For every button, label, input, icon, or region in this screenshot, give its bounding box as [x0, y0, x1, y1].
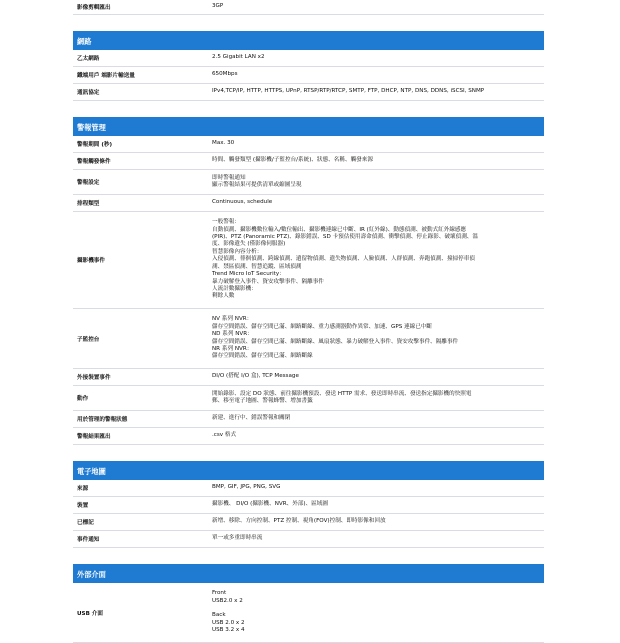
spec-row	[73, 212, 544, 309]
spec-sheet	[73, 0, 544, 643]
spec-row	[73, 153, 544, 170]
spec-row	[73, 195, 544, 212]
spec-value-line: Max. 30	[212, 140, 235, 147]
spec-value	[206, 369, 544, 385]
spec-row	[73, 309, 544, 369]
spec-value-line: BMP, GIF, JPG, PNG, SVG	[212, 484, 281, 491]
section-header: 警報管理	[73, 117, 544, 136]
spec-value-line: Back	[212, 612, 226, 619]
spec-value-line: IPv4,TCP/IP, HTTP, HTTPS, UPnP, RTSP/RTP/RTCP, SMTP, FTP, DHCP, NTP, DNS, DDNS, iSCSI, SNMP	[212, 88, 485, 95]
spec-value-line: 暴力破解登入事件、資安攻擊事件、隔離事件	[212, 278, 324, 285]
spec-value	[206, 0, 544, 14]
spec-row	[73, 480, 544, 497]
spec-value-line: USB 2.0 x 2	[212, 619, 245, 626]
spec-value-line: 郵、移至電子地圖、警報蜂響、增加書籤	[212, 398, 313, 404]
spec-value-line: 開始錄影、設定 DO 狀態、前往攝影機預設、發送 HTTP 需求、發送即時串流、發送指定攝影機的快照電	[212, 390, 472, 397]
spec-label: 裝置	[77, 503, 89, 509]
section-header: 電子地圖	[73, 461, 544, 480]
spec-value-line: Trend Micro IoT Security：	[212, 271, 285, 278]
spec-value-line: USB 3.2 x 4	[212, 627, 245, 634]
section-gap	[73, 548, 544, 564]
spec-value	[206, 212, 544, 308]
spec-value	[206, 309, 544, 368]
spec-label: 警報設定	[77, 180, 100, 186]
spec-label: 子監控台	[77, 336, 100, 343]
spec-label: 事件通知	[77, 537, 100, 543]
spec-value-line: 650Mbps	[212, 71, 238, 78]
spec-row	[73, 170, 544, 195]
spec-label: 通訊協定	[77, 90, 100, 96]
spec-label: 鐵端用戶 端影片輸送量	[77, 73, 135, 79]
section-gap	[73, 445, 544, 461]
spec-value	[206, 583, 544, 642]
spec-value-line: 自動偵測、攝影機數位輸入/數位輸出、攝影機連線已中斷、IR (紅外線)、動態偵測、被動式紅外線感應	[212, 226, 467, 233]
spec-label: 影像剪輯匯出	[77, 5, 111, 11]
spec-value	[206, 428, 544, 444]
spec-value	[206, 153, 544, 169]
spec-value-line: 即時警報通知	[212, 174, 246, 181]
spec-label: USB 介面	[77, 610, 103, 617]
spec-value	[206, 195, 544, 211]
spec-row-video-export	[73, 0, 544, 15]
section-gap	[73, 15, 544, 31]
spec-row	[73, 428, 544, 445]
spec-value-line: 新增、移除、方向控制、PTZ 控制、視角(FOV)控制、即時影像和回放	[212, 518, 386, 525]
spec-value-line	[212, 605, 540, 612]
spec-value	[206, 411, 544, 427]
spec-value-line: Continuous, schedule	[212, 199, 273, 206]
spec-label: 排程類型	[77, 201, 100, 207]
spec-label: 警報結果匯出	[77, 434, 111, 440]
spec-value	[206, 50, 544, 66]
section-gap	[73, 101, 544, 117]
spec-sections	[73, 15, 544, 643]
spec-row	[73, 136, 544, 153]
spec-value-line: 攝影機、 DI/O (攝影機、NVR、外部)、區域圖	[212, 501, 328, 508]
spec-value-line: Front	[212, 590, 227, 597]
spec-value	[206, 84, 544, 100]
spec-value-line: 儲存空間錯誤、儲存空間已滿、網路斷線	[212, 353, 313, 360]
spec-label: 用於管理的警報狀態	[77, 417, 128, 423]
spec-value-line: 入侵偵測、徘徊偵測、跨線偵測、遺留物偵測、遺失物偵測、人臉偵測、人群偵測、奔跑偵測、撞掃停車偵	[212, 256, 475, 263]
spec-value	[206, 497, 544, 513]
spec-label: 外接裝置事件	[77, 375, 111, 381]
spec-value-line: 智慧影像內容分析：	[212, 248, 263, 255]
spec-row	[73, 411, 544, 428]
spec-row	[73, 67, 544, 84]
spec-value-line: 儲存空間錯誤、儲存空間已滿、網路斷線、風扇狀態、暴力破解登入事件、資安攻擊事件、隔離事件	[212, 338, 459, 345]
spec-value-line: NR 系列 NVR：	[212, 345, 253, 352]
spec-value-line: 單一或多重即時串流	[212, 535, 263, 542]
spec-value-line: 儲存空間錯誤、儲存空間已滿、網路斷線、重力感測器動作異常、加速、GPS 連線已中斷	[212, 323, 433, 330]
section-header: 網路	[73, 31, 544, 50]
spec-row	[73, 386, 544, 411]
spec-value-line: 一般警報：	[212, 219, 240, 226]
spec-label: 乙太網路	[77, 56, 100, 62]
spec-value	[206, 67, 544, 83]
spec-label: 來源	[77, 486, 89, 492]
spec-value	[206, 514, 544, 530]
spec-value-line: .csv 格式	[212, 432, 237, 439]
spec-value-line: 剩餘人數	[212, 293, 235, 300]
spec-value-line: (PIR)、PTZ (Panoramic PTZ)、錄影錯誤、SD 卡預估使用壽命偵測、衝擊偵測、停止錄影、破壞偵測、溫	[212, 234, 478, 241]
spec-value	[206, 170, 544, 194]
spec-label: 警報觸發條件	[77, 159, 111, 165]
spec-value	[206, 531, 544, 547]
spec-value-line: 3GP	[212, 3, 224, 10]
spec-value	[206, 386, 544, 410]
spec-value-line: 度、影像遺失 (僅影像伺服器)	[212, 241, 286, 248]
spec-value-line: 人流計數攝影機：	[212, 285, 257, 292]
spec-row	[73, 514, 544, 531]
spec-label: 警報期間 (秒)	[77, 142, 113, 148]
spec-value-line: 時間、觸發類型 (攝影機/子監控台/系統)、狀態、名稱、觸發來源	[212, 157, 373, 164]
section-header: 外部介面	[73, 564, 544, 583]
spec-row	[73, 583, 544, 643]
spec-value	[206, 136, 544, 152]
spec-value-line: 測、禁區偵測、智慧追蹤、區域偵測	[212, 263, 302, 270]
spec-row	[73, 84, 544, 101]
spec-label: 攝影機事件	[77, 258, 105, 264]
spec-value-line: 2.5 Gigabit LAN x2	[212, 54, 265, 61]
spec-row	[73, 497, 544, 514]
spec-value-line: ND 系列 NVR：	[212, 331, 253, 338]
spec-row	[73, 50, 544, 67]
spec-value-line: NV 系列 NVR：	[212, 316, 253, 323]
spec-row	[73, 369, 544, 386]
spec-row	[73, 531, 544, 548]
spec-value	[206, 480, 544, 496]
spec-value-line: 新建、進行中、錯誤警報和關閉	[212, 415, 291, 422]
spec-label: 動作	[77, 396, 89, 402]
spec-value-line: DI/O (搭配 I/O 盒), TCP Message	[212, 373, 299, 380]
spec-value-line: 顯示警報結果可提供清單或縮圖呈現	[212, 182, 302, 188]
spec-value-line: USB2.0 x 2	[212, 597, 243, 604]
spec-label: 已標記	[77, 520, 94, 526]
